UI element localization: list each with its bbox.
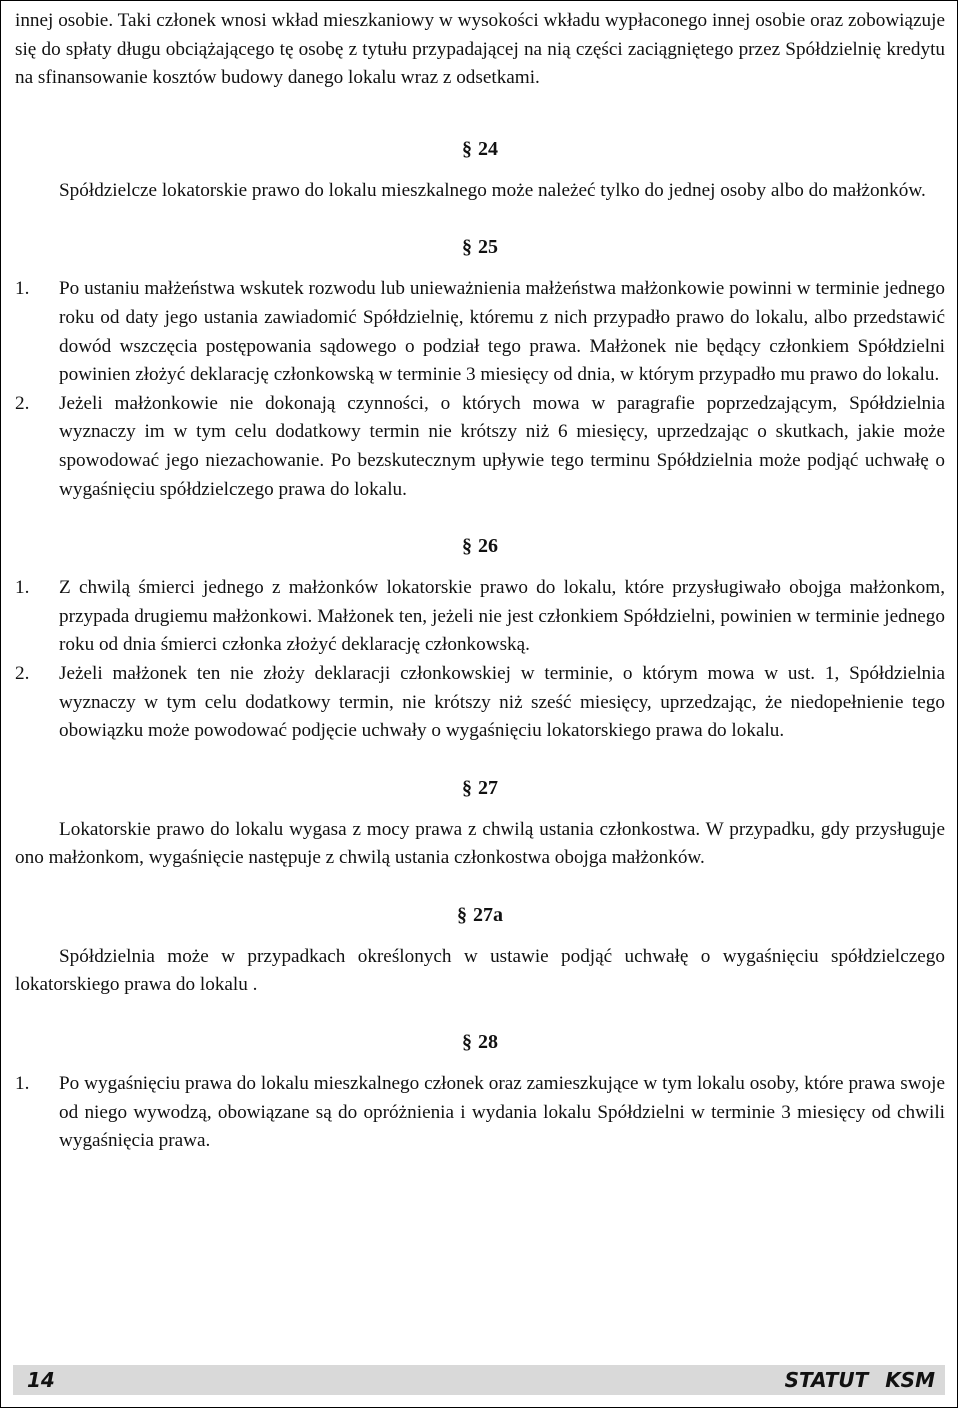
list-item — [15, 574, 945, 660]
section-number: 26 — [478, 535, 498, 558]
item-text: Po wygaśnięciu prawa do lokalu mieszkalnego członek oraz zamieszkujące w tym lokalu osoby, które prawa swoje od niego wywodzą, obowiązane są do opróżnienia i wydania lokalu Spółdzielni w terminie 3 miesięcy od chwili wygaśnięcia prawa. — [59, 1073, 945, 1152]
page-footer — [13, 1365, 945, 1395]
section-heading-28 — [15, 1028, 945, 1056]
document-title: STATUT KSM — [784, 1368, 935, 1392]
section-heading-27a — [15, 901, 945, 929]
section-symbol: § — [462, 236, 472, 259]
section-symbol: § — [462, 535, 472, 558]
item-text: Po ustaniu małżeństwa wskutek rozwodu lub unieważnienia małżeństwa małżonkowie powinni w terminie jednego roku od daty jego ustania zawiadomić Spółdzielnię, któremu z nich przypadło prawo do lokalu, albo przedstawić dowód wszczęcia postępowania sądowego o podział tego prawa. Małżonek nie będący członkiem Spółdzielni powinien złożyć deklarację członkowską w terminie 3 miesięcy od dnia, w którym przypadło mu prawo do lokalu. — [59, 278, 945, 386]
section-24-text: Spółdzielcze lokatorskie prawo do lokalu mieszkalnego może należeć tylko do jednej osoby albo do małżonków. — [59, 179, 926, 201]
item-number: 1. — [15, 1073, 30, 1095]
item-number: 2. — [15, 662, 30, 684]
document-content — [15, 7, 945, 1156]
section-heading-25 — [15, 233, 945, 261]
item-text: Z chwilą śmierci jednego z małżonków lokatorskie prawo do lokalu, które przysługiwało obojga małżonkom, przypada drugiemu małżonkowi. Małżonek ten, jeżeli nie jest członkiem Spółdzielni, powinien w terminie jednego roku od dnia śmierci członka złożyć deklarację członkowską. — [59, 577, 945, 656]
item-text: Jeżeli małżonkowie nie dokonają czynności, o których mowa w paragrafie poprzedzającym, Spółdzielnia wyznaczy im w tym celu dodatkowy termin nie krótszy niż 6 miesięcy, uprzedzając o skutkach, jakie może spowodować jego niezachowanie. Po bezskutecznym upływie tego terminu Spółdzielnia może podjąć uchwałę o wygaśnięciu spółdzielczego prawa do lokalu. — [59, 392, 945, 500]
section-heading-27 — [15, 774, 945, 802]
section-27a-text: Spółdzielnia może w przypadkach określonych w ustawie podjąć uchwałę o wygaśnięciu spółdzielczego lokatorskiego prawa do lokalu . — [15, 945, 945, 996]
item-number: 2. — [15, 392, 30, 414]
section-symbol: § — [462, 776, 472, 799]
section-number: 27a — [473, 903, 503, 926]
intro-paragraph: innej osobie. Taki członek wnosi wkład mieszkaniowy w wysokości wkładu wypłaconego innej osobie oraz zobowiązuje się do spłaty długu obciążającego tę osobę z tytułu przypadającej na nią części zaciągniętego przez Spółdzielnię kredytu na sfinansowanie kosztów budowy danego lokalu wraz z odsetkami. — [15, 10, 945, 89]
item-number: 1. — [15, 577, 30, 599]
section-symbol: § — [457, 903, 467, 926]
item-text: Jeżeli małżonek ten nie złoży deklaracji członkowskiej w terminie, o którym mowa w ust. 1, Spółdzielnia wyznaczy w tym celu dodatkowy termin, nie krótszy niż sześć miesięcy, uprzedzając, że niedopełnienie tego obowiązku może powodować podjęcie uchwały o wygaśnięciu lokatorskiego prawa do lokalu. — [59, 662, 945, 742]
section-number: 28 — [478, 1031, 498, 1054]
list-item — [15, 390, 945, 504]
list-item — [15, 1070, 945, 1156]
section-number: 25 — [478, 236, 498, 259]
list-item — [15, 660, 945, 746]
section-number: 27 — [478, 776, 498, 799]
section-symbol: § — [462, 137, 472, 160]
section-symbol: § — [462, 1031, 472, 1054]
section-heading-26 — [15, 532, 945, 560]
section-number: 24 — [478, 137, 498, 160]
page-number: 14 — [27, 1368, 55, 1392]
list-item — [15, 275, 945, 389]
section-27-text: Lokatorskie prawo do lokalu wygasa z mocy prawa z chwilą ustania członkostwa. W przypadku, gdy przysługuje ono małżonkom, wygaśnięcie następuje z chwilą ustania członkostwa obojga małżonków. — [15, 818, 945, 869]
item-number: 1. — [15, 278, 30, 300]
section-heading-24 — [15, 135, 945, 163]
